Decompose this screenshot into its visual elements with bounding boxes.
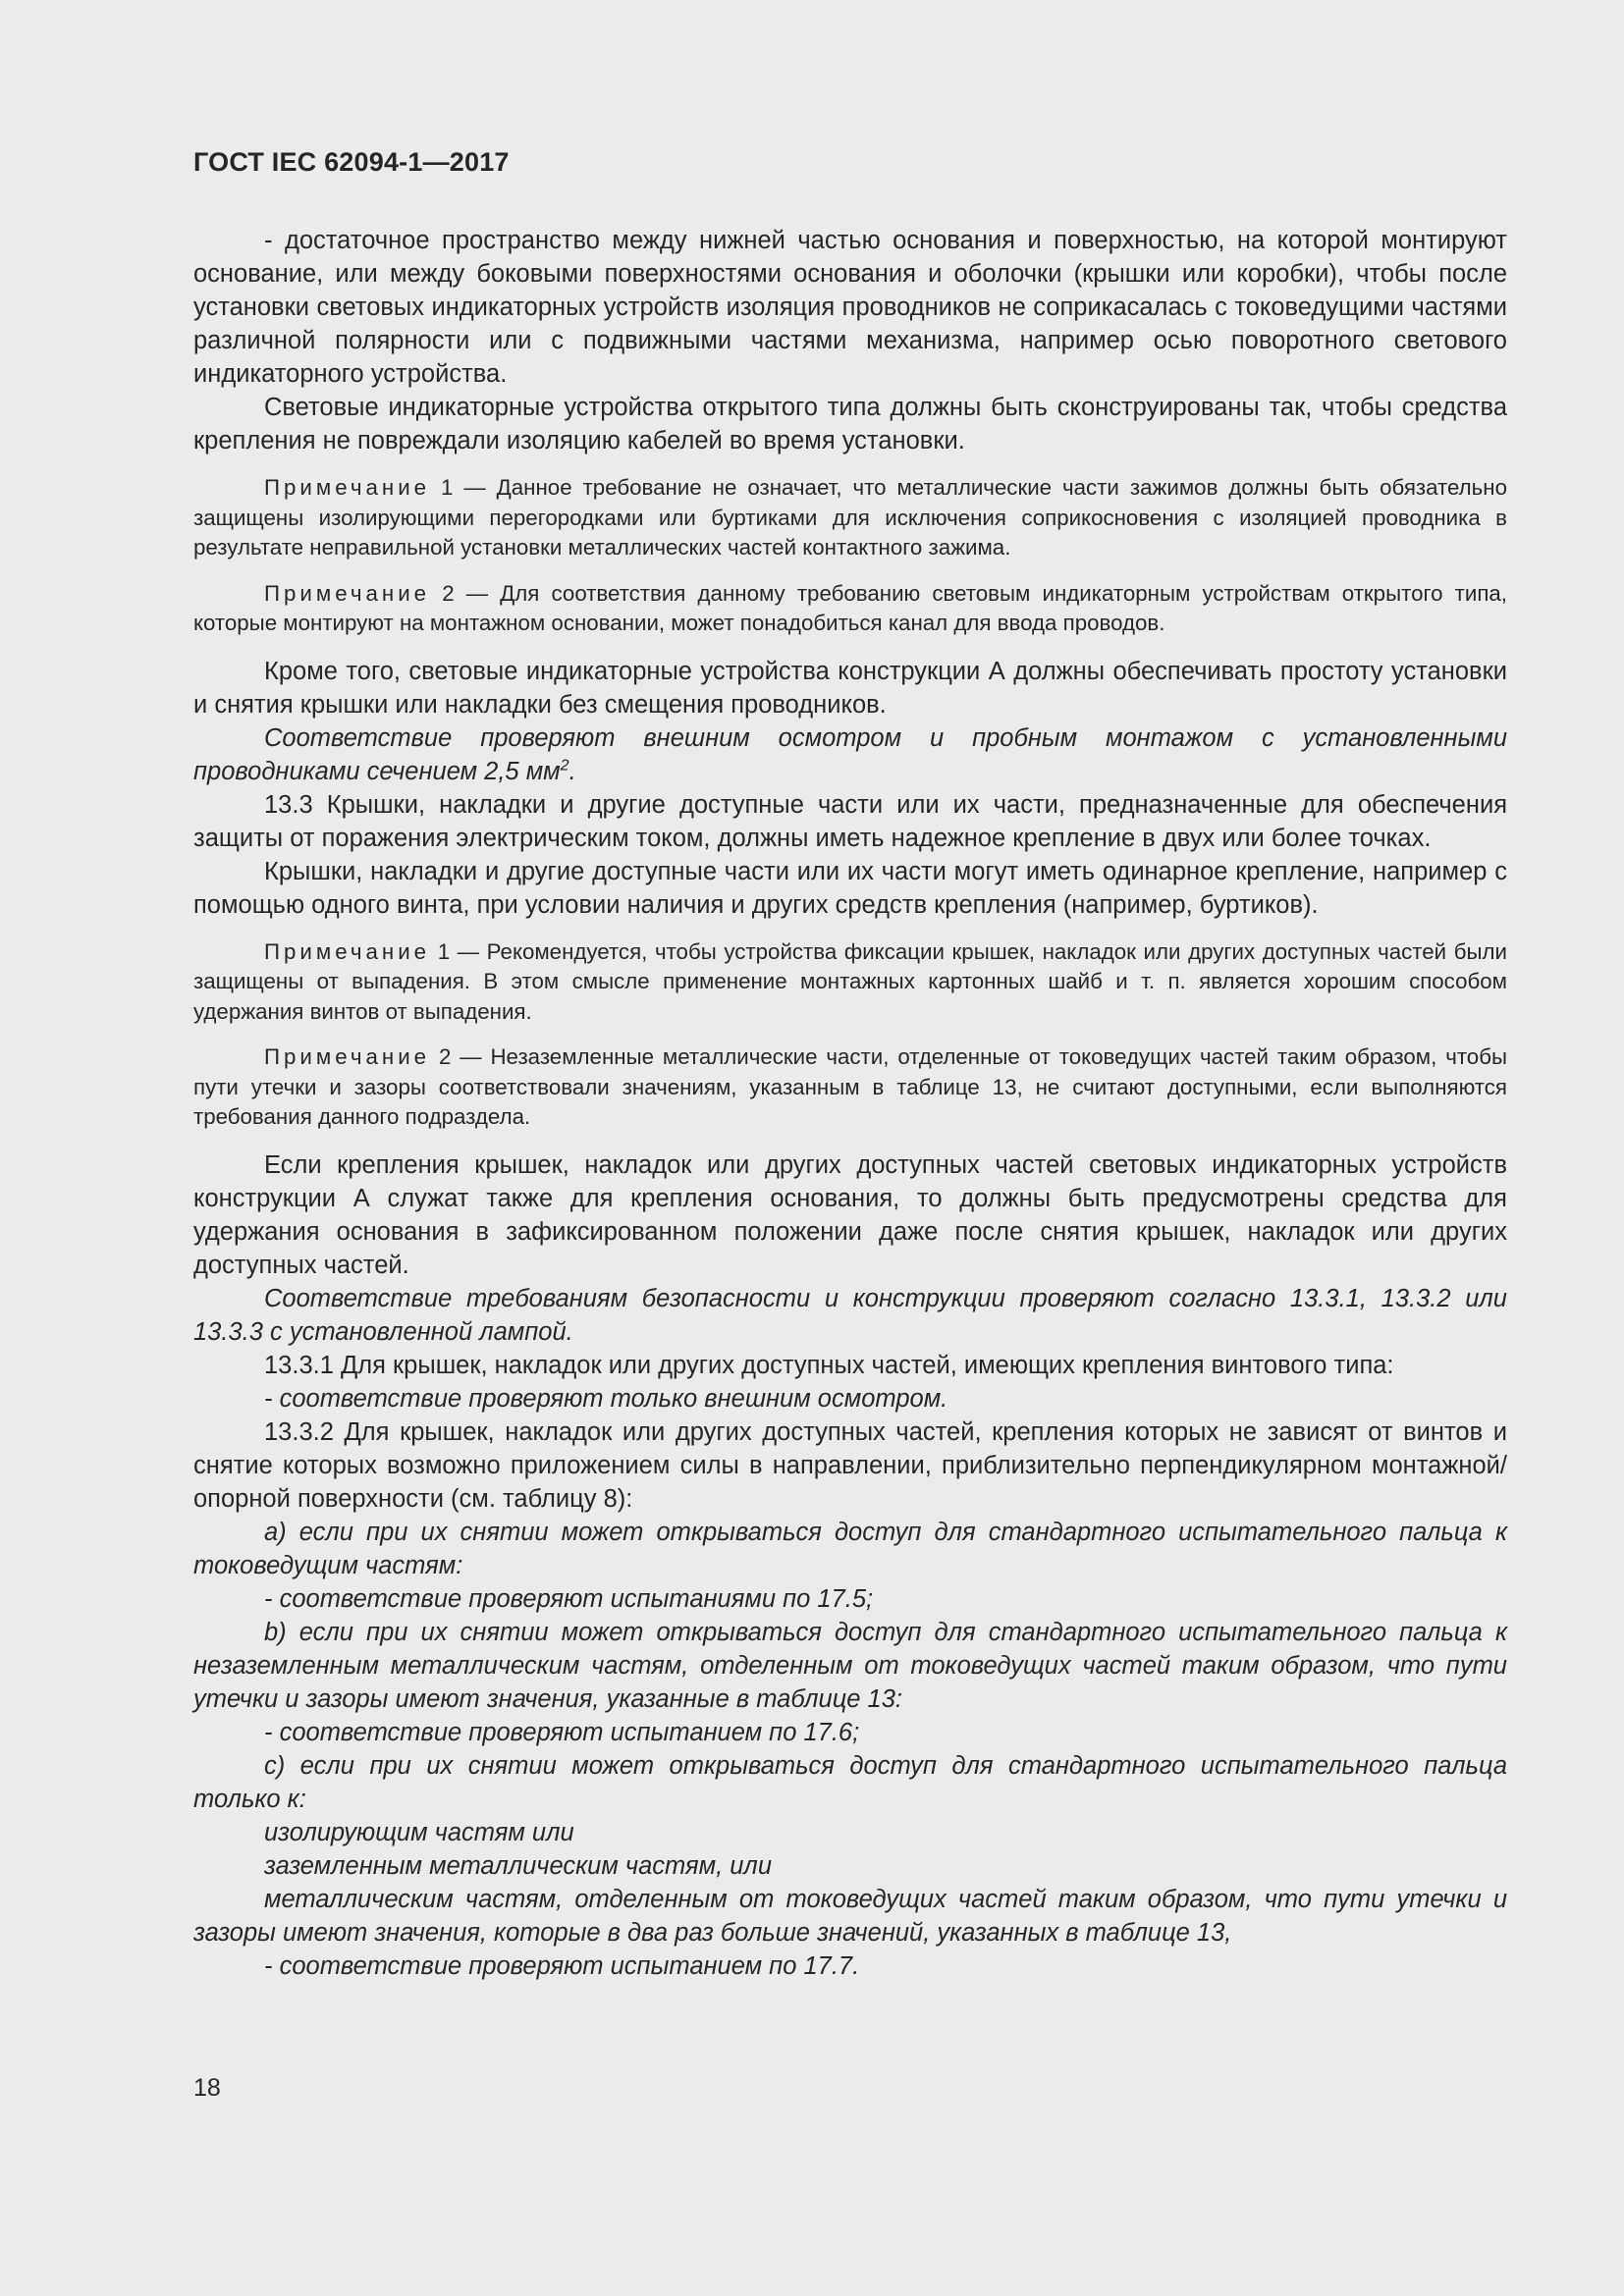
note: [193, 579, 1507, 639]
list-item: металлическим частям, отделенным от токоведущих частей таким образом, что пути утечки и зазоры имеют значения, которые в два раз больше значений, указанных в таблице 13,: [193, 1885, 1507, 1947]
paragraph: 13.3.2 Для крышек, накладок или других доступных частей, крепления которых не зависят от винтов и снятие которых возможно приложением силы в направлении, приблизительно перпендикулярном монтажной/опорной поверхности (см. таблицу 8):: [193, 1417, 1507, 1513]
paragraph-compliance: Соответствие требованиям безопасности и конструкции проверяют согласно 13.3.1, 13.3.2 или 13.3.3 с установленной лампой.: [193, 1284, 1507, 1346]
paragraph: 13.3 Крышки, накладки и другие доступные части или их части, предназначенные для обеспечения защиты от поражения электрическим током, должны иметь надежное крепление в двух или более точках.: [193, 790, 1507, 852]
note-label: Примечание: [264, 580, 431, 606]
paragraph: Световые индикаторные устройства открытого типа должны быть сконструированы так, чтобы средства крепления не повреждали изоляцию кабелей во время установки.: [193, 394, 1507, 454]
list-item: a) если при их снятии может открываться доступ для стандартного испытательного пальца к токоведущим частям:: [193, 1518, 1507, 1579]
paragraph: - достаточное пространство между нижней частью основания и поверхностью, на которой монтируют основание, или между боковыми поверхностями основания и оболочки (крышки или коробки), чтобы после установки световых индикаторных устройств изоляция проводников не соприкасалась с токоведущими частями различной полярности или с подвижными частями механизма, например осью поворотного светового индикаторного устройства.: [193, 227, 1507, 388]
list-item: - соответствие проверяют испытанием по 17.6;: [264, 1718, 860, 1746]
note-text: 2 — Для соответствия данному требованию световым индикаторным устройствам открытого типа, которые монтируют на монтажном основании, может понадобиться канал для ввода проводов.: [193, 580, 1507, 635]
paragraph: Крышки, накладки и другие доступные части или их части могут иметь одинарное крепление, например с помощью одного винта, при условии наличия и других средств крепления (например, буртиков).: [193, 857, 1507, 919]
superscript: 2: [560, 757, 569, 774]
list-item: заземленным металлическим частям, или: [264, 1851, 772, 1880]
list-item: изолирующим частям или: [264, 1818, 574, 1846]
list-item: c) если при их снятии может открываться доступ для стандартного испытательного пальца только к:: [193, 1751, 1507, 1813]
list-item: - соответствие проверяют только внешним осмотром.: [264, 1384, 948, 1413]
list-item: - соответствие проверяют испытанием по 17.7.: [264, 1951, 860, 1980]
note-label: Примечание: [264, 475, 431, 500]
note-text: 1 — Данное требование не означает, что металлические части зажимов должны быть обязательно защищены изолирующими перегородками или буртиками для исключения соприкосновения с изоляцией проводника в результате неправильной установки металлических частей контактного зажима.: [193, 475, 1507, 560]
note: [193, 1042, 1507, 1133]
note-label: Примечание: [264, 1044, 431, 1069]
paragraph: Кроме того, световые индикаторные устройства конструкции А должны обеспечивать простоту установки и снятия крышки или накладки без смещения проводников.: [193, 657, 1507, 719]
compliance-text: Соответствие проверяют внешним осмотром и пробным монтажом с установленными проводниками сечением 2,5 мм: [193, 723, 1507, 785]
note-label: Примечание: [264, 938, 431, 964]
note: [193, 937, 1507, 1028]
compliance-end: .: [568, 757, 576, 785]
paragraph-compliance: [193, 721, 1507, 788]
note-text: 2 — Незаземленные металлические части, отделенные от токоведущих частей таким образом, чтобы пути утечки и зазоры соответствовали значениям, указанным в таблице 13, не считают доступными, если выполняются требования данного подраздела.: [193, 1044, 1507, 1129]
paragraph: Если крепления крышек, накладок или других доступных частей световых индикаторных устройств конструкции А служат также для крепления основания, то должны быть предусмотрены средства для удержания основания в зафиксированном положении даже после снятия крышек, накладок или других доступных частей.: [193, 1150, 1507, 1279]
note: [193, 473, 1507, 563]
page-number: 18: [193, 2074, 221, 2102]
note-text: 1 — Рекомендуется, чтобы устройства фиксации крышек, накладок или других доступных частей были защищены от выпадения. В этом смысле применение монтажных картонных шайб и т. п. является хорошим способом удержания винтов от выпадения.: [193, 938, 1507, 1024]
document-header: ГОСТ IEC 62094-1—2017: [193, 147, 510, 177]
list-item: b) если при их снятии может открываться доступ для стандартного испытательного пальца к незаземленным металлическим частям, отделенным от токоведущих частей таким образом, что пути утечки и зазоры имеют значения, указанные в таблице 13:: [193, 1618, 1507, 1713]
list-item: - соответствие проверяют испытаниями по 17.5;: [264, 1584, 874, 1613]
document-body: [193, 224, 1507, 1983]
paragraph: 13.3.1 Для крышек, накладок или других доступных частей, имеющих крепления винтового типа:: [264, 1351, 1394, 1379]
